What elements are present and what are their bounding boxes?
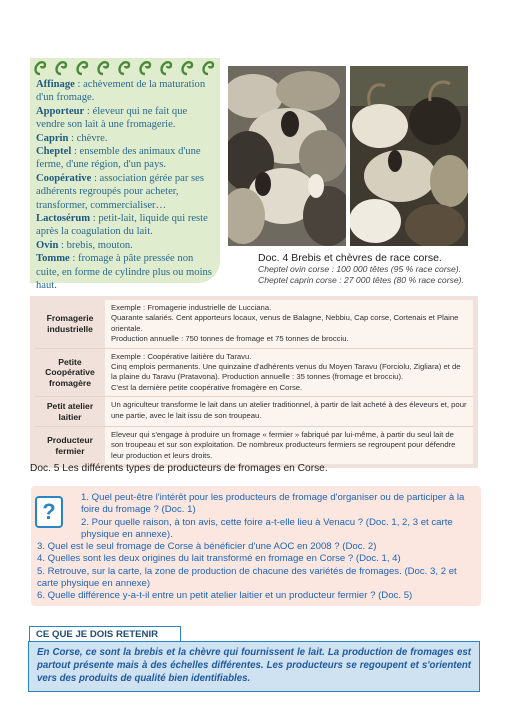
photo-caption bbox=[258, 252, 498, 286]
glossary-definition: : ensemble des animaux d'une ferme, d'une région, d'un pays. bbox=[36, 146, 201, 171]
question-item: 6. Quelle différence y-a-t-il entre un petit atelier laitier et un producteur fermier ? (Doc. 5) bbox=[37, 590, 413, 602]
spiral-icon bbox=[95, 56, 112, 76]
glossary-term: Ovin bbox=[36, 239, 59, 251]
description-line: Quarante salariés. Cent apporteurs locaux, venus de Balagne, Nebbiu, Cap corse, Cortenais et Plaine orientale. bbox=[111, 313, 459, 333]
spiral-icon bbox=[158, 56, 175, 76]
glossary-term: Tomme bbox=[36, 253, 70, 265]
producer-type: Fromagerie industrielle bbox=[46, 313, 94, 334]
glossary-entry bbox=[36, 78, 216, 105]
producer-description bbox=[105, 349, 473, 397]
caption-line: Cheptel caprin corse : 27 000 têtes (80 % race corse). bbox=[258, 275, 464, 285]
description-line: Exemple : Coopérative laitière du Taravu. bbox=[111, 351, 252, 361]
spiral-icon bbox=[200, 56, 217, 76]
question-icon: ? bbox=[35, 496, 63, 528]
spiral-icon bbox=[179, 56, 196, 76]
producer-description bbox=[105, 427, 473, 464]
glossary-entry bbox=[36, 105, 216, 132]
questions-box bbox=[31, 486, 481, 606]
description-line: Exemple : Fromagerie industrielle de Lucciana. bbox=[111, 303, 272, 312]
glossary-definition: : achèvement de la maturation d'un fromage. bbox=[36, 79, 206, 104]
glossary-list bbox=[36, 78, 216, 293]
question-item: 2. Pour quelle raison, à ton avis, cette foire a-t-elle lieu à Venacu ? (Doc. 1, 2, 3 et carte physique en annexe). bbox=[81, 516, 453, 540]
summary-box bbox=[28, 641, 480, 692]
glossary-entry bbox=[36, 145, 216, 172]
goats-photo bbox=[350, 66, 468, 246]
sheep-photo bbox=[228, 66, 346, 246]
question-item: 4. Quelles sont les deux origines du lait transformé en fromage en Corse ? (Doc. 1, 4) bbox=[37, 553, 401, 565]
description-line: Production annuelle : 750 tonnes de fromage et 75 tonnes de brocciu. bbox=[111, 334, 349, 344]
glossary-term: Coopérative bbox=[36, 172, 92, 184]
glossary-term: Apporteur bbox=[36, 105, 85, 117]
glossary-definition: : fromage à pâte pressée non cuite, en forme de cylindre plus ou moins haut. bbox=[36, 253, 212, 292]
glossary-term: Caprin bbox=[36, 132, 69, 144]
spiral-icon bbox=[32, 56, 49, 76]
table-row bbox=[35, 300, 473, 348]
glossary-term: Cheptel bbox=[36, 146, 72, 158]
glossary-definition: : éleveur qui ne fait que vendre son lait à une fromagerie. bbox=[36, 105, 188, 131]
glossary-entry bbox=[36, 132, 216, 145]
producer-type: Producteur fermier bbox=[47, 435, 93, 456]
table-row bbox=[35, 426, 473, 464]
producer-type: Petite Coopérative fromagère bbox=[45, 356, 95, 388]
spiral-icon bbox=[53, 56, 70, 76]
glossary-entry bbox=[36, 252, 216, 292]
summary-title: CE QUE JE DOIS RETENIR bbox=[29, 626, 181, 642]
caption-line: Cheptel ovin corse : 100 000 têtes (95 % race corse). bbox=[258, 264, 462, 274]
table-caption: Doc. 5 Les différents types de producteurs de fromages en Corse. bbox=[30, 463, 328, 474]
table-row bbox=[35, 348, 473, 397]
question-item: 1. Quel peut-être l'intérêt pour les producteurs de fromage d'organiser ou de participer à la foire du fromage ? (Doc. 1) bbox=[81, 492, 465, 516]
spiral-icon bbox=[137, 56, 154, 76]
glossary-definition: : chèvre. bbox=[68, 132, 108, 144]
summary-text: En Corse, ce sont la brebis et la chèvre qui fournissent le lait. La production de fromages est partout présente mais à des échelles différentes. Les producteurs se regoupent et s'orientent vers des produits de qualité bien identifiables. bbox=[37, 647, 471, 684]
producer-description bbox=[105, 397, 473, 426]
glossary-term: Lactosérum bbox=[36, 213, 91, 225]
description-line: Un agriculteur transforme le lait dans un atelier traditionnel, à partir de lait acheté à des éleveurs et, pour une partie, avec le lait issu de son troupeau. bbox=[111, 400, 467, 420]
questions-list bbox=[37, 492, 477, 603]
question-item: 3. Quel est le seul fromage de Corse à bénéficier d'une AOC en 2008 ? (Doc. 2) bbox=[37, 541, 377, 553]
glossary-definition: : association gérée par ses adhérents regroupés pour acheter, transformer, commercialiser… bbox=[36, 172, 204, 211]
glossary-entry bbox=[36, 239, 216, 252]
description-line: Cinq emplois permanents. Une quinzaine d'adhérents venus du Moyen Taravu (Forciolu, Zigliara) et de la plaine du Taravu (Pratavona). Production annuelle : 35 tonnes (fromage et brocciu). bbox=[111, 362, 461, 382]
spiral-icon bbox=[74, 56, 91, 76]
spiral-icon bbox=[116, 56, 133, 76]
description-line: C'est la dernière petite coopérative fromagère en Corse. bbox=[111, 382, 303, 392]
glossary-definition: : brebis, mouton. bbox=[58, 239, 133, 251]
description-line: Eleveur qui s'engage à produire un fromage « fermier » fabriqué par lui-même, à partir du seul lait de son troupeau et sur son exploitation. De nombreux producteurs fermiers se regroupent pour défendre leur production et leurs droits. bbox=[111, 430, 456, 460]
spiral-binding bbox=[32, 56, 217, 76]
producers-table bbox=[30, 296, 478, 468]
producer-description bbox=[105, 300, 473, 348]
table-row bbox=[35, 396, 473, 426]
caption-title: Doc. 4 Brebis et chèvres de race corse. bbox=[258, 252, 442, 264]
glossary-box bbox=[30, 58, 220, 292]
producer-type: Petit atelier laitier bbox=[46, 401, 94, 422]
question-item: 5. Retrouve, sur la carte, la zone de production de chacune des variétés de fromages. (Doc. 3, 2 et carte physique en annexe) bbox=[37, 565, 457, 590]
glossary-definition: : petit-lait, liquide qui reste après la coagulation du lait. bbox=[36, 213, 208, 238]
glossary-entry bbox=[36, 172, 216, 212]
glossary-term: Affinage bbox=[36, 79, 75, 90]
glossary-entry bbox=[36, 212, 216, 239]
